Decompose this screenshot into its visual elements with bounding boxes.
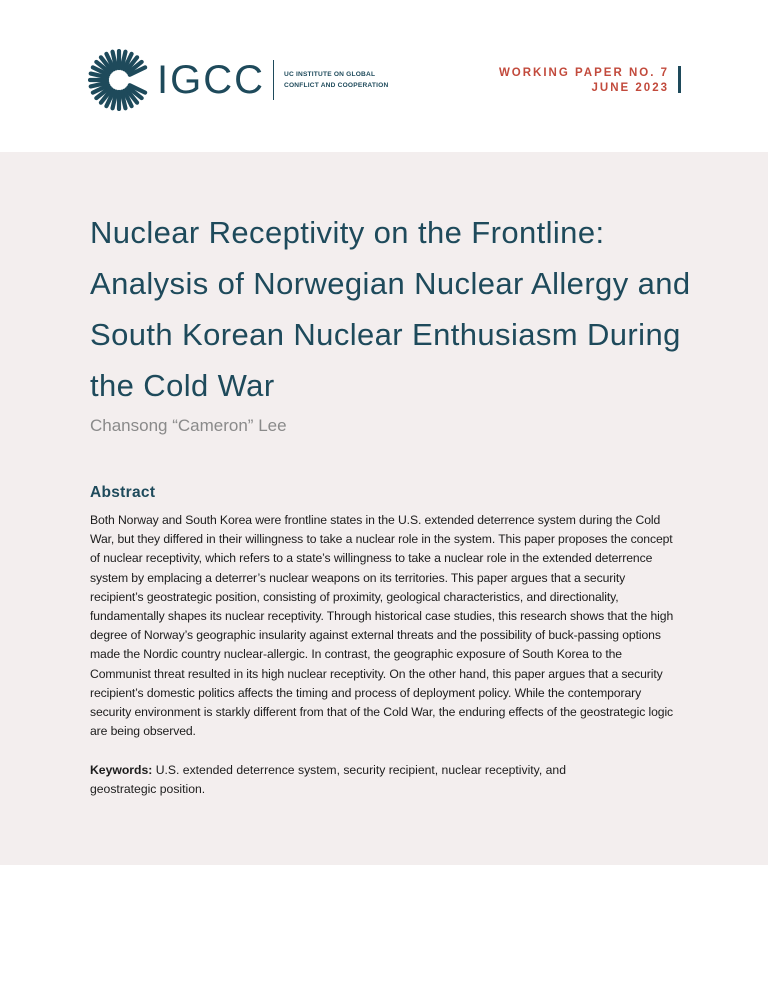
abstract-text: Both Norway and South Korea were frontline states in the U.S. extended deterrence system during the Cold War, but they differed in their willingness to take a nuclear role in the system. This paper proposes the concept of nuclear receptivity, which refers to a state’s willingness to take a nuclear role in the extended deterrence system by emplacing a deterrer’s nuclear weapons on its territories. This paper argues that a security recipient’s geostrategic position, consisting of proximity, geological characteristics, and directionality, fundamentally shapes its nuclear receptivity. Through historical case studies, this research shows that the high degree of Norway’s geographic insularity against external threats and the possibility of buck-passing options made the Nordic country nuclear-allergic. In contrast, the geographic exposure of South Korea to the Communist threat resulted in its high nuclear receptivity. On the other hand, this paper argues that a security recipient’s domestic politics affects the timing and process of deployment policy. While the contemporary security environment is starkly different from that of the Cold War, the enduring effects of the geostrategic logic are being observed. bbox=[90, 513, 674, 739]
page-header bbox=[0, 0, 768, 152]
logo-subtitle bbox=[284, 69, 388, 91]
abstract-heading: Abstract bbox=[90, 484, 156, 501]
logo-subtitle-line1: UC INSTITUTE ON GLOBAL bbox=[284, 71, 376, 78]
igcc-burst-icon bbox=[88, 49, 150, 111]
author-name: Chansong “Cameron” Lee bbox=[90, 416, 287, 435]
igcc-logo bbox=[88, 49, 388, 111]
logo-subtitle-line2: CONFLICT AND COOPERATION bbox=[284, 82, 389, 89]
working-paper-number: WORKING PAPER NO. 7 bbox=[498, 67, 669, 79]
keywords-label: Keywords: bbox=[90, 763, 153, 777]
keywords-text: U.S. extended deterrence system, security recipient, nuclear receptivity, and geostrategic position. bbox=[90, 763, 566, 797]
header-accent-bar bbox=[678, 66, 681, 93]
publication-date: JUNE 2023 bbox=[591, 82, 669, 94]
working-paper-info bbox=[499, 66, 669, 96]
paper-title: Nuclear Receptivity on the Frontline: Analysis of Norwegian Nuclear Allergy and South Korean Nuclear Enthusiasm During the Cold War bbox=[90, 215, 691, 403]
logo-wordmark: IGCC bbox=[157, 58, 265, 102]
keywords bbox=[90, 761, 570, 799]
logo-divider bbox=[273, 60, 274, 100]
